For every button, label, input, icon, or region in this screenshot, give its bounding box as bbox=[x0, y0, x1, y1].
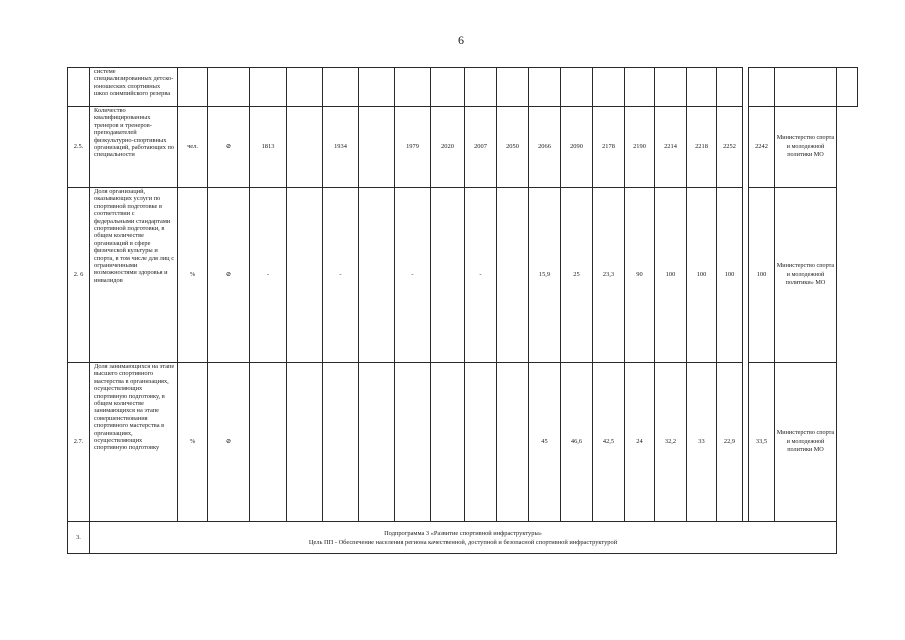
indicator-name: Доля организаций, оказывающих услуги по спортивной подготовке в соответствии с федеральными стандартами спортивной подготовки, в общем количестве организаций в сфере физической культуры и спорта, в том числе для лиц с ограниченными возможностями здоровья и инвалидов bbox=[90, 188, 178, 363]
value-cell bbox=[625, 68, 655, 107]
subprogram-heading bbox=[90, 522, 837, 554]
value-cell: 33 bbox=[687, 363, 717, 522]
unit-of-measure: чел. bbox=[178, 107, 208, 188]
value-cell: 2050 bbox=[497, 107, 529, 188]
value-cell: 2090 bbox=[561, 107, 593, 188]
value-cell bbox=[497, 68, 529, 107]
value-cell bbox=[359, 68, 395, 107]
table-row bbox=[68, 363, 858, 522]
value-cell bbox=[287, 363, 323, 522]
value-cell bbox=[561, 68, 593, 107]
responsible-ministry: Министерство спорта и молодежной политики МО bbox=[775, 363, 837, 522]
value-cell: - bbox=[395, 188, 431, 363]
value-cell: - bbox=[250, 188, 287, 363]
table-body bbox=[68, 68, 858, 554]
value-cell: 45 bbox=[529, 363, 561, 522]
value-cell bbox=[749, 68, 775, 107]
base-value: ⊘ bbox=[208, 107, 250, 188]
value-cell bbox=[323, 68, 359, 107]
indicator-name: системе специализированных детско-юношеских спортивных школ олимпийского резерва bbox=[90, 68, 178, 107]
value-cell: 100 bbox=[749, 188, 775, 363]
value-cell bbox=[250, 363, 287, 522]
value-cell: 1934 bbox=[323, 107, 359, 188]
subprogram-title: Подпрограмма 3 «Развитие спортивной инфраструктуры» bbox=[384, 529, 542, 537]
indicator-name: Доля занимающихся на этапе высшего спортивного мастерства в организациях, осуществляющих спортивную подготовку, в общем количестве занимающихся на этапе совершенствования спортивного мастерства в организациях, осуществляющих спортивную подготовку bbox=[90, 363, 178, 522]
value-cell: 2242 bbox=[749, 107, 775, 188]
value-cell: 2252 bbox=[717, 107, 743, 188]
responsible-ministry: Министерство спорта и молодежной политики» МО bbox=[775, 188, 837, 363]
value-cell bbox=[465, 68, 497, 107]
table-row bbox=[68, 68, 858, 107]
unit-of-measure bbox=[178, 68, 208, 107]
value-cell: 100 bbox=[687, 188, 717, 363]
value-cell: - bbox=[465, 188, 497, 363]
value-cell: 1979 bbox=[395, 107, 431, 188]
value-cell bbox=[287, 107, 323, 188]
value-cell bbox=[655, 68, 687, 107]
unit-of-measure: % bbox=[178, 363, 208, 522]
value-cell bbox=[497, 363, 529, 522]
base-value bbox=[208, 68, 250, 107]
value-cell bbox=[395, 68, 431, 107]
value-cell: 90 bbox=[625, 188, 655, 363]
indicators-table bbox=[67, 67, 858, 554]
value-cell bbox=[359, 188, 395, 363]
value-cell: - bbox=[323, 188, 359, 363]
value-cell bbox=[431, 363, 465, 522]
value-cell bbox=[395, 363, 431, 522]
value-cell: 33,5 bbox=[749, 363, 775, 522]
table-row bbox=[68, 188, 858, 363]
value-cell bbox=[465, 363, 497, 522]
value-cell: 1813 bbox=[250, 107, 287, 188]
responsible-ministry: Министерство спорта и молодежной политики МО bbox=[775, 107, 837, 188]
responsible-ministry bbox=[837, 68, 858, 107]
subprogram-goal: Цель ПП - Обеспечение населения региона качественной, доступной и безопасной спортивной инфраструктурой bbox=[308, 538, 618, 546]
value-cell: 100 bbox=[717, 188, 743, 363]
base-value: ⊘ bbox=[208, 363, 250, 522]
value-cell: 2020 bbox=[431, 107, 465, 188]
value-cell bbox=[431, 68, 465, 107]
value-cell bbox=[359, 107, 395, 188]
value-cell bbox=[287, 68, 323, 107]
row-number: 2.5. bbox=[68, 107, 90, 188]
value-cell bbox=[287, 188, 323, 363]
value-cell: 2190 bbox=[625, 107, 655, 188]
page-number: 6 bbox=[458, 33, 464, 47]
value-cell: 2007 bbox=[465, 107, 497, 188]
value-cell bbox=[529, 68, 561, 107]
value-cell: 25 bbox=[561, 188, 593, 363]
value-cell: 24 bbox=[625, 363, 655, 522]
value-cell bbox=[497, 188, 529, 363]
value-cell bbox=[323, 363, 359, 522]
value-cell bbox=[775, 68, 837, 107]
row-number: 2. 6 bbox=[68, 188, 90, 363]
row-number bbox=[68, 68, 90, 107]
value-cell bbox=[431, 188, 465, 363]
table-row bbox=[68, 107, 858, 188]
subprogram-number: 3. bbox=[68, 522, 90, 554]
value-cell: 22,9 bbox=[717, 363, 743, 522]
value-cell: 46,6 bbox=[561, 363, 593, 522]
value-cell: 23,3 bbox=[593, 188, 625, 363]
value-cell: 42,5 bbox=[593, 363, 625, 522]
value-cell bbox=[250, 68, 287, 107]
value-cell: 2178 bbox=[593, 107, 625, 188]
value-cell: 32,2 bbox=[655, 363, 687, 522]
base-value: ⊘ bbox=[208, 188, 250, 363]
value-cell bbox=[593, 68, 625, 107]
value-cell: 2066 bbox=[529, 107, 561, 188]
unit-of-measure: % bbox=[178, 188, 208, 363]
subprogram-row bbox=[68, 522, 858, 554]
value-cell: 15,9 bbox=[529, 188, 561, 363]
value-cell bbox=[359, 363, 395, 522]
indicator-name: Количество квалифицированных тренеров и тренеров-преподавателей физкультурно-спортивных организаций, работающих по специальности bbox=[90, 107, 178, 188]
value-cell: 100 bbox=[655, 188, 687, 363]
row-number: 2.7. bbox=[68, 363, 90, 522]
value-cell bbox=[717, 68, 743, 107]
value-cell bbox=[687, 68, 717, 107]
value-cell: 2218 bbox=[687, 107, 717, 188]
value-cell: 2214 bbox=[655, 107, 687, 188]
